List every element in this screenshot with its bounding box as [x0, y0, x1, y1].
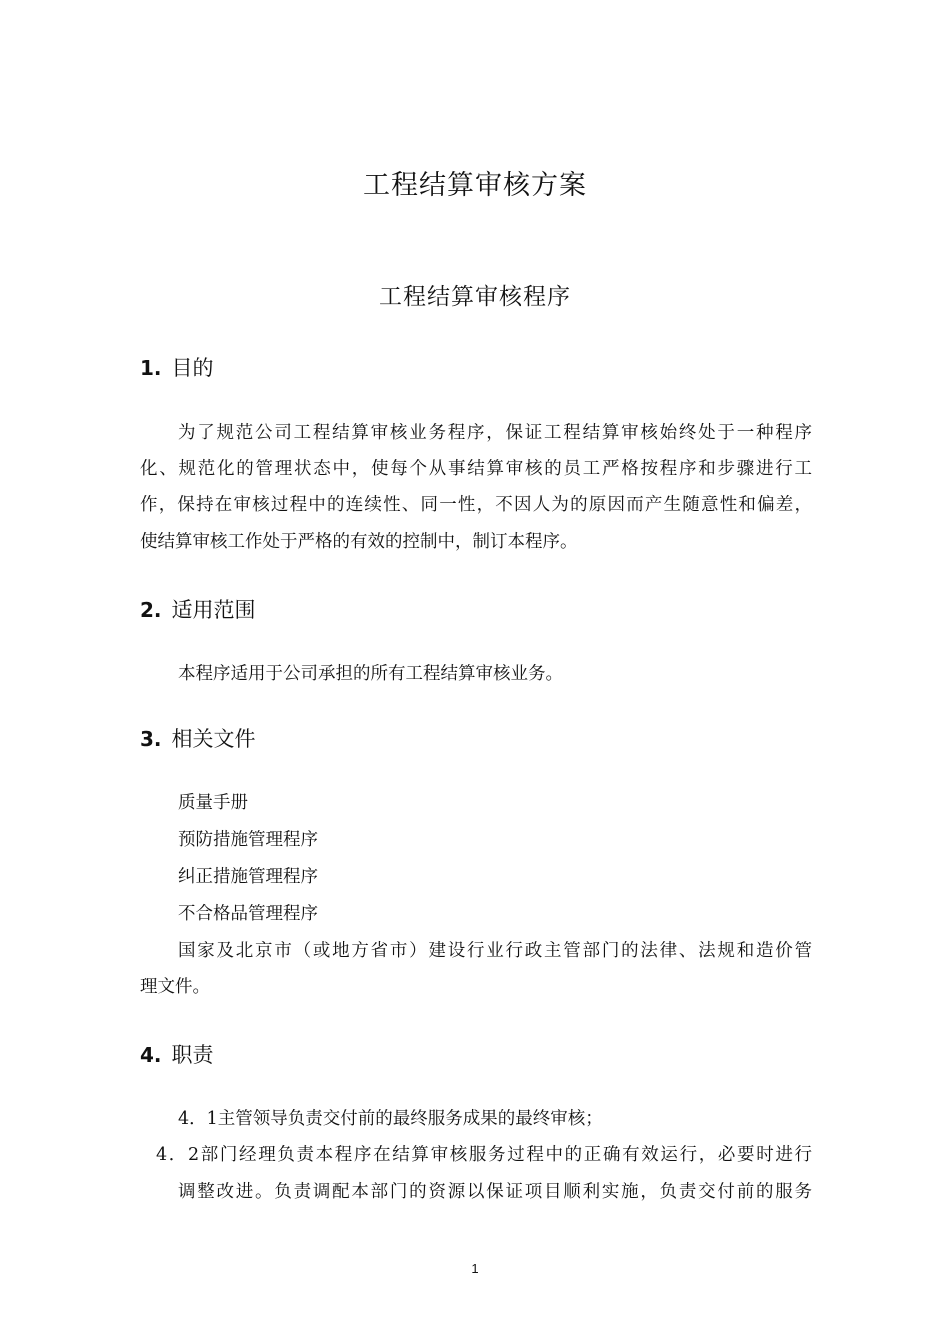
section-3-item-5-line-2: 理文件。 — [140, 977, 210, 997]
section-4-item-2-line-1: 4．2部门经理负责本程序在结算审核服务过程中的正确有效运行，必要时进行 — [156, 1145, 812, 1165]
section-4-item-2-line-2: 调整改进。负责调配本部门的资源以保证项目顺利实施，负责交付前的服务 — [178, 1182, 812, 1202]
section-1-line-2: 化、规范化的管理状态中，使每个从事结算审核的员工严格按程序和步骤进行工 — [140, 459, 812, 479]
page-number: 1 — [471, 1261, 479, 1276]
section-1-line-4: 使结算审核工作处于严格的有效的控制中，制订本程序。 — [140, 532, 578, 552]
section-1-heading-text: 目的 — [171, 356, 214, 380]
section-3-separator: . — [153, 727, 162, 751]
section-3-item-5-line-1: 国家及北京市（或地方省市）建设行业行政主管部门的法律、法规和造价管 — [178, 941, 812, 961]
section-2-heading-text: 适用范围 — [171, 598, 256, 622]
section-2-heading — [140, 594, 256, 624]
section-3-item-1: 质量手册 — [178, 793, 248, 813]
document-title: 工程结算审核方案 — [363, 170, 587, 201]
section-4-separator: . — [153, 1043, 162, 1067]
section-2-number: 2 — [140, 598, 154, 622]
section-4-number: 4 — [140, 1043, 154, 1067]
section-3-item-2: 预防措施管理程序 — [178, 830, 318, 850]
section-4-heading — [140, 1039, 214, 1069]
section-4-item-1: 4．1主管领导负责交付前的最终服务成果的最终审核； — [178, 1109, 603, 1129]
section-4-heading-text: 职责 — [171, 1043, 214, 1067]
section-3-item-3: 纠正措施管理程序 — [178, 867, 318, 887]
section-1-line-3: 作，保持在审核过程中的连续性、同一性，不因人为的原因而产生随意性和偏差， — [140, 495, 812, 515]
section-2-separator: . — [153, 598, 162, 622]
document-subtitle: 工程结算审核程序 — [379, 284, 571, 310]
section-3-number: 3 — [140, 727, 154, 751]
section-3-heading — [140, 723, 256, 753]
section-3-heading-text: 相关文件 — [171, 727, 256, 751]
section-1-number: 1 — [140, 356, 154, 380]
section-2-text: 本程序适用于公司承担的所有工程结算审核业务。 — [178, 664, 563, 684]
section-1-line-1: 为了规范公司工程结算审核业务程序，保证工程结算审核始终处于一种程序 — [178, 423, 812, 443]
section-3-item-4: 不合格品管理程序 — [178, 904, 318, 924]
section-1-separator: . — [153, 356, 162, 380]
section-1-heading — [140, 352, 214, 382]
